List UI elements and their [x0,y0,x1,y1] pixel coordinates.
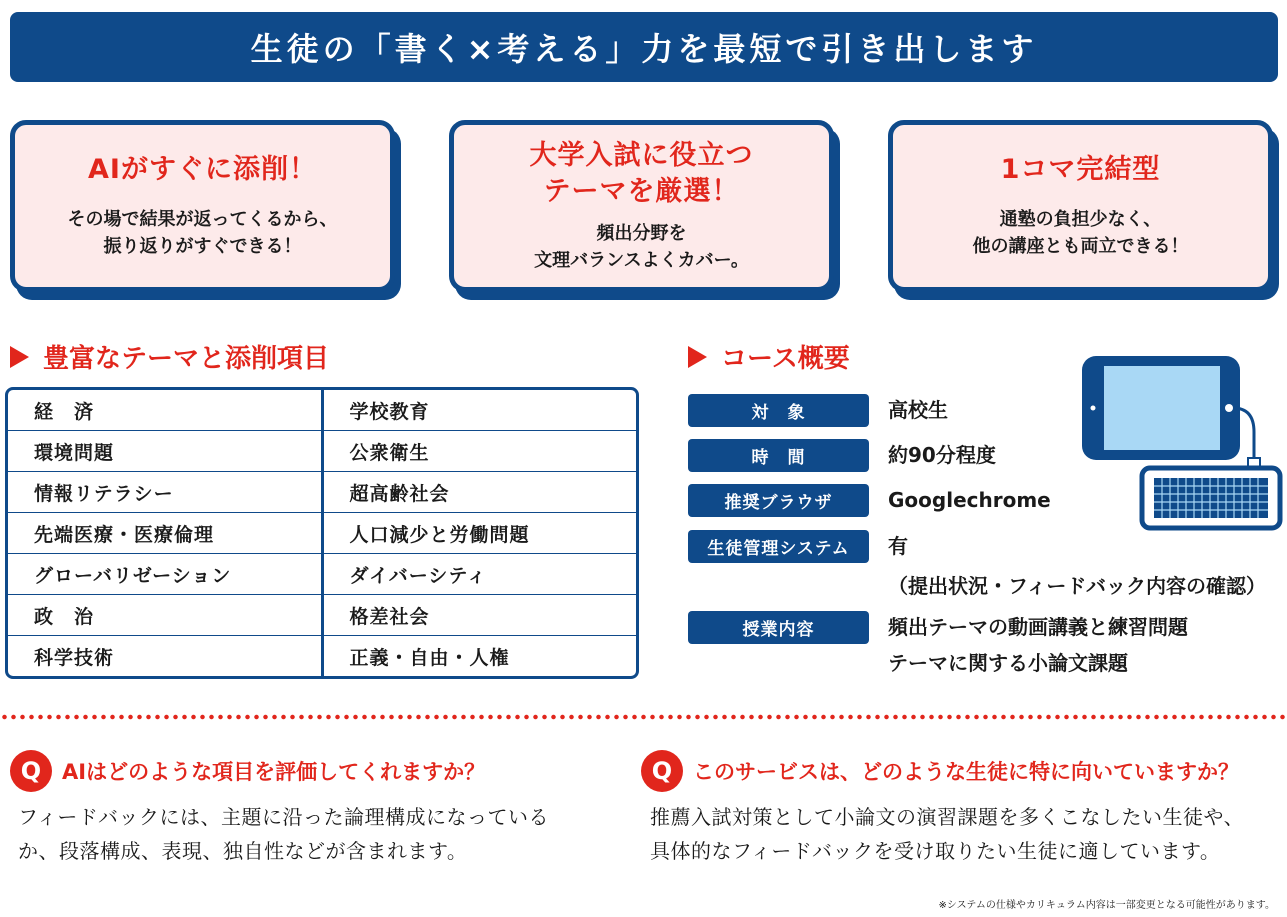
themes-heading-text: 豊富なテーマと添削項目 [43,344,330,374]
course-value [888,437,996,473]
course-value-line: 頻出テーマの動画講義と練習問題 [888,615,1188,639]
triangle-bullet-icon [10,346,29,368]
feature-description-line: 頻出分野を [596,223,687,244]
tablet-keyboard-icon [1078,352,1283,534]
course-row-browser [688,484,1051,518]
course-value-line: 有 [888,534,908,558]
feature-title-line: 大学入試に役立つ [529,140,754,171]
footnote: ※システムの仕様やカリキュラム内容は一部変更となる可能性があります。 [938,900,1275,911]
theme-item: 先端医療・医療倫理 [8,513,321,554]
course-value [888,482,1051,518]
course-heading-text: コース概要 [721,344,850,374]
course-value-line: （提出状況・フィードバック内容の確認） [888,574,1266,598]
course-value-line: Googlechrome [888,488,1051,512]
dotted-divider [0,714,1287,720]
themes-column-left [8,390,321,676]
theme-item: 人口減少と労働問題 [324,513,637,554]
banner-title: 生徒の「書く×考える」力を最短で引き出します [250,30,1038,68]
theme-item: 格差社会 [324,595,637,636]
faq-answer-line: か、段落構成、表現、独自性などが含まれます。 [18,839,468,863]
course-label: 時 間 [688,439,869,472]
faq-question-suitability [641,750,1239,792]
title-banner [10,12,1278,82]
course-label: 授業内容 [688,611,869,644]
theme-item: 正義・自由・人権 [349,646,510,669]
feature-description-line: 文理バランスよくカバー。 [534,250,749,271]
faq-answer-suitability [650,800,1286,868]
theme-item: 情報リテラシー [8,472,321,513]
course-value [888,392,948,428]
theme-item: 科学技術 [34,646,115,669]
themes-table [5,387,639,679]
feature-description-line: 振り返りがすぐできる！ [103,236,302,257]
faq-answer-evaluation [18,800,618,868]
feature-title-line: 1コマ完結型 [1000,154,1161,185]
course-value [888,609,1188,681]
faq-answer-line: 推薦入試対策として小論文の演習課題を多くこなしたい生徒や、 [650,805,1245,829]
faq-question-evaluation [10,750,485,792]
course-value [888,528,1266,604]
feature-card-one-session [888,120,1273,292]
feature-title-line: テーマを厳選！ [543,176,740,207]
feature-card-ai-correction [10,120,395,292]
course-row-content [688,611,1188,681]
feature-title [88,152,317,188]
feature-title [1001,152,1161,188]
course-value-line: 高校生 [888,398,948,422]
faq-question-text: AIはどのような項目を評価してくれますか？ [62,760,486,784]
feature-description-line: その場で結果が返ってくるから、 [67,209,338,230]
feature-title-line: AIがすぐに添削！ [88,154,317,185]
feature-description-line: 通塾の負担少なく、 [999,209,1162,230]
feature-description [68,206,338,260]
feature-card-exam-themes [449,120,834,292]
theme-item: 政 治 [8,595,321,636]
course-label: 対 象 [688,394,869,427]
theme-item: 環境問題 [8,431,321,472]
theme-item: 公衆衛生 [324,431,637,472]
faq-answer-line: フィードバックには、主題に沿った論理構成になっている [18,805,549,829]
course-row-management [688,530,1266,604]
theme-item: 超高齢社会 [324,472,637,513]
feature-title [530,138,754,210]
course-row-target [688,394,948,428]
course-row-time [688,439,996,473]
theme-item: ダイバーシティ [324,554,637,595]
course-label: 推奨ブラウザ [688,484,869,517]
course-heading [688,338,850,375]
themes-column-right [321,390,637,676]
course-value-line: 約90分程度 [888,443,996,467]
triangle-bullet-icon [688,346,707,368]
course-value-line: テーマに関する小論文課題 [888,651,1128,675]
feature-description-line: 他の講座とも両立できる！ [972,236,1189,257]
theme-item: 経 済 [8,390,321,431]
themes-heading [10,338,329,375]
feature-description [973,206,1189,260]
faq-answer-line: 具体的なフィードバックを受け取りたい生徒に適しています。 [650,839,1221,863]
course-label: 生徒管理システム [688,530,869,563]
theme-item: グローバリゼーション [8,554,321,595]
theme-item: 学校教育 [324,390,637,431]
feature-description [534,220,749,274]
q-badge-icon: Q [10,750,52,792]
faq-question-text: このサービスは、どのような生徒に特に向いていますか？ [693,760,1239,784]
q-badge-icon: Q [641,750,683,792]
